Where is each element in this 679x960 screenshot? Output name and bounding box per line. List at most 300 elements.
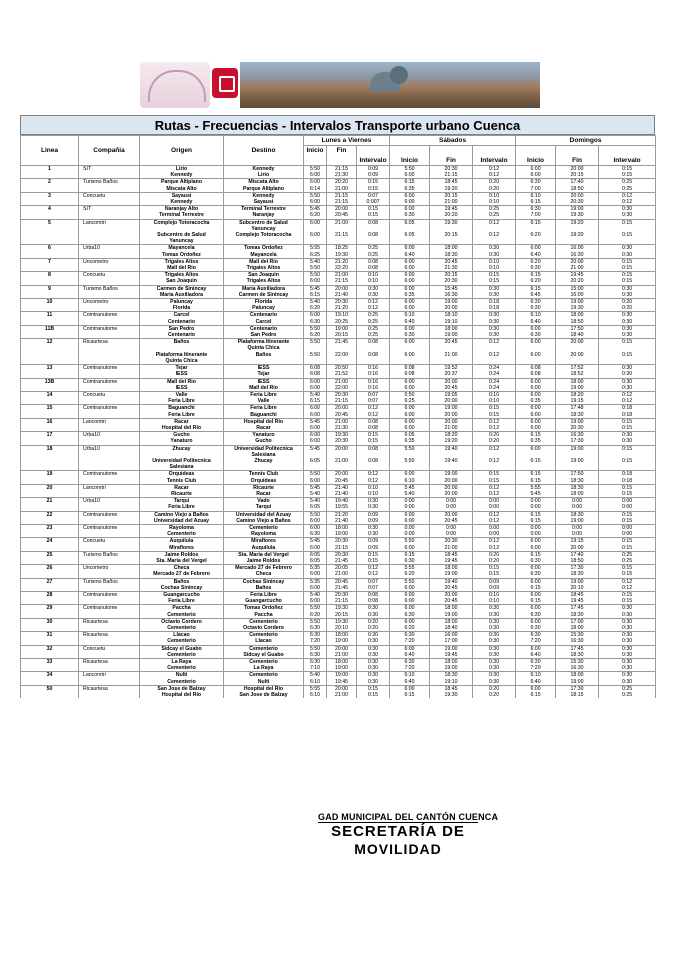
cell-lv-inicio: 6:00 <box>304 385 327 392</box>
cell-lv-intervalo: 0:08 <box>357 265 390 272</box>
cell-sab-fin: 21:00 <box>430 545 473 552</box>
cell-lv-intervalo <box>357 358 390 365</box>
col-header-fin: Fin <box>430 146 473 166</box>
cell-sab-inicio: 6:00 <box>390 325 430 332</box>
cell-destino: Feria Libre <box>224 405 304 412</box>
cell-compania <box>79 265 140 272</box>
cell-destino: Sidcay el Guabo <box>224 652 304 659</box>
table-row <box>21 412 656 419</box>
cell-linea <box>21 531 79 538</box>
cell-origen: Ricaurte <box>140 491 224 498</box>
cell-sab-inicio <box>390 464 430 471</box>
cell-dom-inicio: 6:20 <box>516 278 556 285</box>
cell-lv-inicio: 6:00 <box>304 312 327 319</box>
cell-linea <box>21 319 79 326</box>
cell-sab-intervalo: 0:30 <box>473 638 516 645</box>
cell-dom-inicio: 0:00 <box>516 504 556 511</box>
cell-destino: Valle <box>224 398 304 405</box>
cell-sab-fin <box>430 464 473 471</box>
cell-destino: Paccha <box>224 612 304 619</box>
cell-lv-inicio: 6:20 <box>304 305 327 312</box>
cell-sab-intervalo: 0:00 <box>473 498 516 505</box>
cell-compania <box>79 252 140 259</box>
cell-lv-fin: 20:30 <box>327 592 357 599</box>
cell-dom-intervalo: 0:30 <box>599 332 656 339</box>
cell-lv-intervalo: 0:30 <box>357 632 390 639</box>
cell-sab-inicio: 6:40 <box>390 652 430 659</box>
cell-sab-inicio: 6:00 <box>390 192 430 199</box>
cell-dom-inicio: 6:30 <box>516 625 556 632</box>
cell-origen: Centenario <box>140 332 224 339</box>
cell-dom-fin: 18:00 <box>556 378 599 385</box>
cell-compania <box>79 504 140 511</box>
cell-lv-inicio: 5:35 <box>304 578 327 585</box>
table-row <box>21 186 656 193</box>
cell-sab-intervalo <box>473 238 516 245</box>
table-row <box>21 339 656 346</box>
cell-lv-fin: 20:45 <box>327 412 357 419</box>
cell-sab-fin: 15:45 <box>430 285 473 292</box>
cell-sab-fin: 20:00 <box>430 398 473 405</box>
cell-sab-intervalo: 0:12 <box>473 352 516 358</box>
cell-lv-intervalo: 0:15 <box>357 692 390 698</box>
cell-lv-intervalo: 0:007 <box>357 199 390 206</box>
col-group-domingos: Domingos <box>516 136 656 146</box>
cell-lv-intervalo: 0:08 <box>357 352 390 358</box>
cell-compania: Comtranutome <box>79 378 140 385</box>
cell-dom-inicio: 6:00 <box>516 352 556 358</box>
cell-linea <box>21 371 79 378</box>
cell-dom-intervalo: 0:30 <box>599 672 656 679</box>
cell-sab-fin: 19:40 <box>430 458 473 464</box>
table-row <box>21 531 656 538</box>
cell-linea: 33 <box>21 659 79 666</box>
cell-sab-inicio: 6:00 <box>390 352 430 358</box>
cell-sab-fin: 19:40 <box>430 578 473 585</box>
cell-dom-intervalo: 0:25 <box>599 558 656 565</box>
cell-dom-fin: 20:20 <box>556 278 599 285</box>
cell-lv-inicio: 6:00 <box>304 585 327 592</box>
cell-dom-fin: 17:40 <box>556 179 599 186</box>
cell-dom-fin: 19:00 <box>556 679 599 686</box>
cell-dom-intervalo: 0:15 <box>599 491 656 498</box>
cell-lv-inicio: 5:50 <box>304 192 327 199</box>
cell-lv-intervalo <box>357 464 390 471</box>
cell-dom-fin: 15:30 <box>556 659 599 666</box>
cell-lv-intervalo: 0:08 <box>357 598 390 605</box>
cell-sab-fin: 20:00 <box>430 478 473 485</box>
cell-origen: Cementerio <box>140 665 224 672</box>
cell-sab-fin: 16:30 <box>430 292 473 299</box>
cell-dom-intervalo: 0:30 <box>599 378 656 385</box>
table-row <box>21 285 656 292</box>
cell-linea <box>21 305 79 312</box>
cell-dom-intervalo: 0:15 <box>599 278 656 285</box>
cell-destino: Feria Libre <box>224 391 304 398</box>
cell-linea: 18 <box>21 445 79 452</box>
schedule-sheet <box>20 115 655 805</box>
table-row <box>21 398 656 405</box>
cell-sab-inicio: 0:00 <box>390 531 430 538</box>
cell-dom-intervalo: 0:30 <box>599 432 656 439</box>
cell-lv-fin: 18:25 <box>327 245 357 252</box>
cell-lv-inicio <box>304 238 327 245</box>
table-row <box>21 618 656 625</box>
table-row <box>21 645 656 652</box>
cell-sab-intervalo: 0:30 <box>473 285 516 292</box>
cell-sab-intervalo: 0:10 <box>473 391 516 398</box>
cell-dom-intervalo: 0:12 <box>599 585 656 592</box>
cell-lv-intervalo: 0:07 <box>357 398 390 405</box>
cell-origen: Sayausi <box>140 192 224 199</box>
cell-origen: Paccha <box>140 605 224 612</box>
cell-dom-inicio: 7:20 <box>516 638 556 645</box>
cell-compania: Uncometro <box>79 258 140 265</box>
cell-origen: Auquilula <box>140 538 224 545</box>
cell-compania: SIT <box>79 206 140 213</box>
cell-destino: Cementerio <box>224 524 304 531</box>
cell-dom-fin: 21:00 <box>556 265 599 272</box>
cell-compania: Comtranutome <box>79 605 140 612</box>
cell-compania <box>79 398 140 405</box>
cell-lv-intervalo: 0:07 <box>357 192 390 199</box>
cell-sab-inicio: 6:00 <box>390 618 430 625</box>
cell-lv-fin: 19:55 <box>327 504 357 511</box>
cell-lv-intervalo <box>357 238 390 245</box>
cell-origen: Feria Libre <box>140 398 224 405</box>
cell-sab-inicio: 6:00 <box>390 299 430 306</box>
cell-dom-fin: 16:30 <box>556 665 599 672</box>
cell-sab-intervalo <box>473 358 516 365</box>
cell-sab-fin: 18:00 <box>430 245 473 252</box>
cell-dom-inicio: 6:15 <box>516 458 556 464</box>
cell-sab-intervalo: 0:12 <box>473 518 516 525</box>
cell-lv-fin: 21:45 <box>327 339 357 346</box>
cell-lv-intervalo: 0:15 <box>357 438 390 445</box>
cell-origen: Maria Auxiliadora <box>140 292 224 299</box>
cell-origen: Subcentro de Salud <box>140 232 224 238</box>
cell-sab-inicio: 6:00 <box>390 172 430 179</box>
cell-lv-inicio: 7:10 <box>304 665 327 672</box>
cell-sab-fin: 18:30 <box>430 672 473 679</box>
cell-sab-fin: 19:20 <box>430 186 473 193</box>
cell-linea <box>21 545 79 552</box>
cell-destino <box>224 238 304 245</box>
cell-destino: Nulti <box>224 679 304 686</box>
cell-dom-intervalo: 0:15 <box>599 272 656 279</box>
cell-dom-intervalo: 0:15 <box>599 484 656 491</box>
cell-sab-intervalo: 0:20 <box>473 692 516 698</box>
cell-dom-intervalo: 0:12 <box>599 398 656 405</box>
cell-lv-fin: 19:45 <box>327 679 357 686</box>
cell-linea: 10 <box>21 299 79 306</box>
cell-lv-fin: 20:05 <box>327 565 357 572</box>
cell-origen: Tomas Ordoñez <box>140 252 224 259</box>
table-row <box>21 538 656 545</box>
cell-origen: Cementerio <box>140 638 224 645</box>
cell-sab-intervalo: 0:24 <box>473 371 516 378</box>
cell-linea: 29 <box>21 605 79 612</box>
table-row <box>21 365 656 372</box>
table-row <box>21 245 656 252</box>
cell-lv-fin: 22:00 <box>327 385 357 392</box>
table-row <box>21 638 656 645</box>
cell-compania: Urba10 <box>79 445 140 452</box>
cell-dom-intervalo: 0:12 <box>599 391 656 398</box>
cell-destino: Tomas Ordoñez <box>224 245 304 252</box>
cell-destino: Vado <box>224 498 304 505</box>
cell-sab-inicio: 6:15 <box>390 692 430 698</box>
cell-dom-fin: 17:48 <box>556 405 599 412</box>
cell-linea <box>21 652 79 659</box>
cell-lv-fin: 20:50 <box>327 365 357 372</box>
cell-sab-inicio: 0:00 <box>390 524 430 531</box>
cell-compania: Ricaurtesa <box>79 618 140 625</box>
cell-destino: La Raya <box>224 665 304 672</box>
cell-sab-intervalo: 0:12 <box>473 418 516 425</box>
cell-linea <box>21 385 79 392</box>
cell-sab-fin: 19:00 <box>430 665 473 672</box>
stamp-line-1: GAD MUNICIPAL DEL CANTÓN CUENCA <box>318 812 499 822</box>
table-row <box>21 511 656 518</box>
table-row <box>21 418 656 425</box>
cell-sab-intervalo: 0:18 <box>473 305 516 312</box>
cell-destino: Cementerio <box>224 645 304 652</box>
cell-lv-fin: 21:15 <box>327 278 357 285</box>
cell-sab-fin: 18:10 <box>430 312 473 319</box>
cell-origen: Gucho <box>140 432 224 439</box>
cell-dom-inicio: 6:08 <box>516 365 556 372</box>
cell-dom-fin: 19:00 <box>556 458 599 464</box>
cell-dom-fin: 19:20 <box>556 232 599 238</box>
cell-sab-inicio: 6:00 <box>390 245 430 252</box>
cell-origen: Terminal Terrestre <box>140 212 224 219</box>
cell-sab-inicio <box>390 238 430 245</box>
cell-dom-fin: 18:50 <box>556 319 599 326</box>
cell-sab-intervalo: 0:30 <box>473 632 516 639</box>
cell-lv-inicio: 5:50 <box>304 339 327 346</box>
cell-origen: San Pedro <box>140 325 224 332</box>
cell-origen: Parque Altiplano <box>140 179 224 186</box>
cell-dom-inicio: 6:00 <box>516 378 556 385</box>
cell-dom-inicio: 6:00 <box>516 605 556 612</box>
cell-origen: Feria Libre <box>140 504 224 511</box>
cell-dom-inicio: 6:30 <box>516 659 556 666</box>
cell-lv-inicio: 6:00 <box>304 219 327 226</box>
cell-sab-fin: 20:20 <box>430 212 473 219</box>
cell-lv-fin: 21:20 <box>327 511 357 518</box>
cell-dom-intervalo: 0:30 <box>599 645 656 652</box>
cell-lv-inicio: 5:50 <box>304 325 327 332</box>
stamp-line-2: SECRETARÍA DE <box>331 823 465 840</box>
cell-dom-fin: 17:50 <box>556 471 599 478</box>
cell-destino: Universidad del Azuay <box>224 511 304 518</box>
cell-dom-inicio: 5:55 <box>516 484 556 491</box>
cell-lv-fin <box>327 238 357 245</box>
cell-origen: Orquideas <box>140 471 224 478</box>
city-panorama-photo <box>240 62 540 108</box>
cell-destino: Centenario <box>224 312 304 319</box>
cell-lv-inicio: 6:25 <box>304 252 327 259</box>
cell-dom-inicio: 7:00 <box>516 186 556 193</box>
cell-origen: IESS <box>140 385 224 392</box>
cell-sab-inicio: 6:00 <box>390 206 430 213</box>
cell-sab-inicio: 6:08 <box>390 365 430 372</box>
cell-dom-inicio: 6:00 <box>516 645 556 652</box>
cuenca-logo-image <box>140 62 210 108</box>
cell-lv-fin: 19:30 <box>327 618 357 625</box>
cell-dom-fin: 18:30 <box>556 412 599 419</box>
table-row <box>21 438 656 445</box>
cell-dom-intervalo: 0:30 <box>599 638 656 645</box>
cell-linea: 2 <box>21 179 79 186</box>
cell-sab-fin: 19:10 <box>430 679 473 686</box>
cell-compania: Uncometro <box>79 565 140 572</box>
cell-sab-inicio: 7:20 <box>390 665 430 672</box>
cell-dom-intervalo: 0:30 <box>599 212 656 219</box>
cell-dom-intervalo: 0:15 <box>599 445 656 452</box>
cell-linea: 16 <box>21 418 79 425</box>
cell-sab-inicio: 6:08 <box>390 371 430 378</box>
cell-sab-intervalo: 0:30 <box>473 659 516 666</box>
cell-lv-fin: 20:20 <box>327 179 357 186</box>
cell-destino: Llacao <box>224 638 304 645</box>
cell-dom-intervalo: 0:15 <box>599 258 656 265</box>
cell-sab-fin: 19:10 <box>430 319 473 326</box>
cell-dom-inicio: 6:00 <box>516 592 556 599</box>
cell-dom-fin: 16:30 <box>556 252 599 259</box>
col-header-linea: Linea <box>21 136 79 166</box>
table-row <box>21 432 656 439</box>
cell-dom-fin: 18:40 <box>556 332 599 339</box>
cell-lv-inicio: 6:30 <box>304 625 327 632</box>
cell-lv-intervalo: 0:30 <box>357 679 390 686</box>
cell-lv-intervalo: 0:25 <box>357 245 390 252</box>
cell-dom-fin: 17:40 <box>556 551 599 558</box>
cell-compania <box>79 332 140 339</box>
cell-sab-fin: 18:40 <box>430 625 473 632</box>
cell-dom-inicio: 6:15 <box>516 585 556 592</box>
cell-dom-intervalo: 0:25 <box>599 179 656 186</box>
cell-sab-intervalo: 0:10 <box>473 265 516 272</box>
secretaria-movilidad-stamp <box>313 806 499 864</box>
cell-lv-intervalo: 0:25 <box>357 312 390 319</box>
cell-linea <box>21 292 79 299</box>
cell-sab-inicio: 6:00 <box>390 378 430 385</box>
cell-sab-intervalo: 0:10 <box>473 192 516 199</box>
table-row <box>21 504 656 511</box>
cell-sab-fin: 20:30 <box>430 166 473 173</box>
cell-origen: Cementerio <box>140 531 224 538</box>
cell-lv-inicio: 5:40 <box>304 391 327 398</box>
cell-sab-intervalo: 0:12 <box>473 491 516 498</box>
cell-linea: 20 <box>21 484 79 491</box>
cell-destino: Cementerio <box>224 672 304 679</box>
cell-linea: 34 <box>21 672 79 679</box>
cell-dom-intervalo: 0:15 <box>599 458 656 464</box>
table-row <box>21 272 656 279</box>
cell-sab-inicio: 0:00 <box>390 504 430 511</box>
cell-dom-fin: 18:30 <box>556 571 599 578</box>
cell-sab-intervalo: 0:18 <box>473 299 516 306</box>
cell-dom-inicio: 6:15 <box>516 199 556 206</box>
cell-destino: Sayausi <box>224 199 304 206</box>
cell-sab-inicio: 6:35 <box>390 438 430 445</box>
cell-linea <box>21 478 79 485</box>
cell-dom-intervalo: 0:15 <box>599 518 656 525</box>
cell-destino: Hospital del Rio <box>224 418 304 425</box>
cell-dom-inicio: 6:30 <box>516 332 556 339</box>
cell-dom-intervalo: 0:30 <box>599 365 656 372</box>
cell-lv-intervalo: 0:30 <box>357 638 390 645</box>
cell-dom-fin: 18:20 <box>556 391 599 398</box>
cell-lv-inicio: 6:05 <box>304 558 327 565</box>
cell-destino: Complejo Totoracocha <box>224 232 304 238</box>
cell-destino <box>224 464 304 471</box>
cell-lv-inicio: 7:20 <box>304 638 327 645</box>
cell-compania: Turismo Baños <box>79 551 140 558</box>
cell-compania: Comtranutome <box>79 524 140 531</box>
cell-dom-fin: 19:20 <box>556 219 599 226</box>
cell-origen: Plataforma Itinerante <box>140 352 224 358</box>
cell-dom-fin: 18:30 <box>556 652 599 659</box>
cell-origen: Mercado 27 de Febrero <box>140 571 224 578</box>
cell-dom-fin: 17:30 <box>556 685 599 692</box>
cell-lv-intervalo: 0:07 <box>357 391 390 398</box>
cell-lv-inicio: 5:50 <box>304 511 327 518</box>
cell-dom-inicio: 0:00 <box>516 531 556 538</box>
cell-compania <box>79 625 140 632</box>
cell-dom-inicio: 6:20 <box>516 258 556 265</box>
cell-destino: Naranjay <box>224 212 304 219</box>
cell-origen: San Jose de Balzay <box>140 685 224 692</box>
cell-sab-inicio: 6:30 <box>390 659 430 666</box>
cell-dom-fin: 18:00 <box>556 672 599 679</box>
table-row <box>21 405 656 412</box>
cell-lv-fin: 21:15 <box>327 598 357 605</box>
cell-lv-fin: 21:15 <box>327 199 357 206</box>
table-row <box>21 612 656 619</box>
cell-dom-inicio: 6:00 <box>516 385 556 392</box>
cell-lv-inicio: 5:55 <box>304 245 327 252</box>
cell-dom-inicio: 6:15 <box>516 285 556 292</box>
cell-lv-intervalo: 0:10 <box>357 484 390 491</box>
cell-sab-inicio: 6:00 <box>390 265 430 272</box>
cell-compania: Concuetu <box>79 391 140 398</box>
cell-sab-fin: 21:30 <box>430 265 473 272</box>
header-row-1 <box>21 136 656 146</box>
cell-origen: Naranjay Alto <box>140 206 224 213</box>
cell-linea: 27 <box>21 578 79 585</box>
cell-sab-inicio: 6:00 <box>390 272 430 279</box>
cell-destino: IESS <box>224 365 304 372</box>
cell-sab-fin: 18:45 <box>430 179 473 186</box>
cell-dom-intervalo: 0:15 <box>599 598 656 605</box>
cell-sab-fin: 21:00 <box>430 352 473 358</box>
cell-dom-fin: 19:15 <box>556 538 599 545</box>
cell-sab-intervalo: 0:20 <box>473 186 516 193</box>
cell-compania <box>79 585 140 592</box>
cell-lv-fin: 19:40 <box>327 498 357 505</box>
cell-sab-fin: 19:00 <box>430 645 473 652</box>
cell-lv-inicio: 6:05 <box>304 504 327 511</box>
cell-dom-inicio: 6:40 <box>516 252 556 259</box>
cell-dom-inicio: 6:00 <box>516 412 556 419</box>
cell-dom-inicio: 6:00 <box>516 391 556 398</box>
cell-linea: 12 <box>21 339 79 346</box>
cell-dom-intervalo: 0:30 <box>599 206 656 213</box>
cell-lv-inicio: 6:20 <box>304 612 327 619</box>
